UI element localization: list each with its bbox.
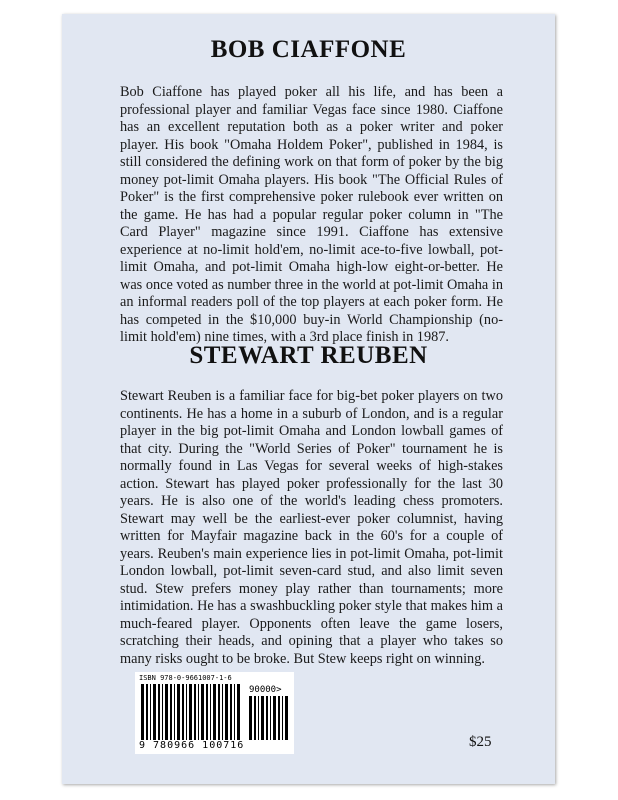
barcode-bar <box>198 684 199 740</box>
barcode-bar <box>258 696 259 740</box>
ean-barcode-bars <box>141 684 241 740</box>
barcode-bar <box>189 684 192 740</box>
barcode-bar <box>270 696 271 740</box>
isbn-label: ISBN 978-0-9661007-1-6 <box>139 674 232 682</box>
barcode-addon-label: 90000> <box>249 685 282 695</box>
author-bio-ciaffone: Bob Ciaffone has played poker all his life, and has been a professional player and familiar Vegas face since 1980. Ciaffone has an excellent reputation both as a poker writer and poker player. His book "Omaha Holdem Poker", published in 1984, is still considered the defining work on that form of poker by the big money pot-limit Omaha players. His book "The Official Rules of Poker" is the first comprehensive poker rulebook ever written on the game. He has had a popular regular poker column in "The Card Player" magazine since 1991. Ciaffone has extensive experience at no-limit hold'em, no-limit ace-to-five lowball, pot-limit Omaha, and pot-limit Omaha high-low eight-or-better. He was once voted as number three in the world at pot-limit Omaha in an informal readers poll of the top players at each poker form. He has competed in the $10,000 buy-in World Championship (no-limit hold'em) nine times, with a 3rd place finish in 1987. <box>120 84 503 345</box>
author-name-reuben: STEWART REUBEN <box>189 342 428 369</box>
barcode-bar <box>174 684 175 740</box>
addon-barcode-bars <box>249 696 289 740</box>
barcode-bar <box>249 696 252 740</box>
barcode-bar <box>162 684 163 740</box>
barcode-bar <box>254 696 256 740</box>
barcode-bar <box>234 684 235 740</box>
barcode-bar <box>282 696 283 740</box>
barcode-bar <box>225 684 228 740</box>
book-back-cover <box>62 14 555 784</box>
author-name-ciaffone: BOB CIAFFONE <box>210 36 407 63</box>
barcode-bar <box>213 684 216 740</box>
barcode-bar <box>177 684 180 740</box>
barcode-bar <box>285 696 288 740</box>
barcode-bar <box>182 684 184 740</box>
barcode-bar <box>266 696 268 740</box>
barcode-bar <box>146 684 148 740</box>
barcode-bar <box>194 684 196 740</box>
barcode-bar <box>150 684 151 740</box>
barcode-bar <box>206 684 208 740</box>
barcode-bar <box>153 684 156 740</box>
author-bio-reuben: Stewart Reuben is a familiar face for big-bet poker players on two continents. He has a home in a suburb of London, and is a regular player in the big pot-limit Omaha and London lowball games of that city. During the "World Series of Poker" tournament he is normally found in Las Vegas for several weeks of high-stakes action. Stewart has played poker professionally for the last 30 years. He is also one of the world's leading chess promoters. Stewart may well be the earliest-ever poker columnist, having written for Mayfair magazine back in the 60's for a couple of years. Reuben's main experience lies in pot-limit Omaha, pot-limit London lowball, pot-limit seven-card stud, and also limit seven stud. Stew prefers money play rather than tournaments; more intimidation. He has a swashbuckling poker style that makes him a much-feared player. Opponents often leave the game losers, scratching their heads, and opining that a player who takes so many risks ought to be broke. But Stew keeps right on winning. <box>120 388 503 667</box>
barcode-bar <box>230 684 232 740</box>
barcode-bar <box>158 684 160 740</box>
barcode-bar <box>218 684 220 740</box>
barcode-bar <box>210 684 211 740</box>
price-label: $25 <box>469 734 492 750</box>
barcode-bar <box>170 684 172 740</box>
barcode-bar <box>141 684 144 740</box>
barcode-bar <box>237 684 240 740</box>
barcode-bar <box>201 684 204 740</box>
barcode-bar <box>165 684 168 740</box>
isbn-barcode <box>135 672 294 754</box>
barcode-bar <box>186 684 187 740</box>
barcode-bar <box>278 696 280 740</box>
barcode-bar <box>273 696 276 740</box>
ean-digits: 9 780966 100716 <box>139 740 245 751</box>
barcode-bar <box>222 684 223 740</box>
barcode-bar <box>261 696 264 740</box>
